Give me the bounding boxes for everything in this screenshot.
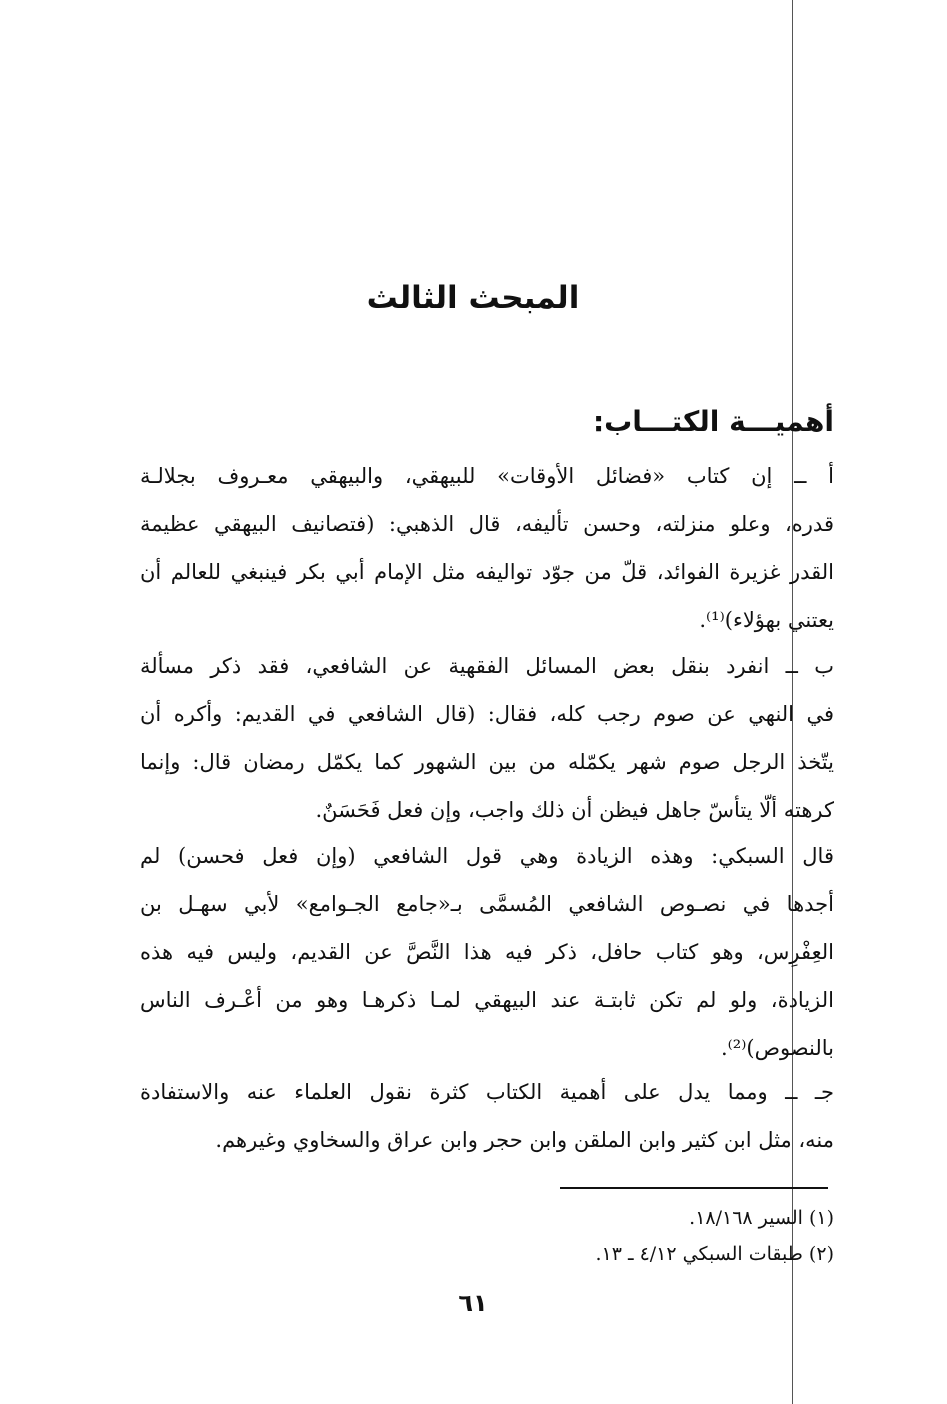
- paragraph-alif: [140, 452, 834, 644]
- text-line: العِفْرِس، وهو كتاب حافل، ذكر فيه هذا النَّصَّ عن القديم، وليس فيه هذه: [140, 940, 834, 964]
- page-number: ٦١: [458, 1289, 488, 1317]
- text-line: القدر غزيرة الفوائد، قلّ من جوّد تواليفه مثل الإمام أبي بكر فينبغي للعالم أن: [140, 560, 834, 584]
- paragraph-ba: [140, 642, 834, 834]
- text-line: يعتني بهؤلاء)⁽¹⁾.: [699, 608, 834, 632]
- text-line: في النهي عن صوم رجب كله، فقال: (قال الشافعي في القديم: وأكره أن: [140, 702, 834, 726]
- text-line: منه، مثل ابن كثير وابن الملقن وابن حجر وابن عراق والسخاوي وغيرهم.: [215, 1128, 834, 1152]
- text-line: بالنصوص)⁽²⁾.: [720, 1036, 834, 1060]
- text-line: كرهته ألّا يتأسّ جاهل فيظن أن ذلك واجب، وإن فعل فَحَسَنٌ.: [315, 798, 834, 822]
- text-line: ب ــ انفرد بنقل بعض المسائل الفقهية عن الشافعي، فقد ذكر مسألة: [140, 654, 834, 678]
- section-heading: أهميـــة الكتـــاب:: [592, 405, 834, 438]
- text-line: يتّخذ الرجل صوم شهر يكمّله من بين الشهور كما يكمّل رمضان قال: وإنما: [140, 750, 834, 774]
- text-line: أجدها في نصـوص الشافعي المُسمَّى بـ«جامع الجـوامع» لأبي سهـل بن: [140, 892, 834, 916]
- paragraph-subki-quote: [140, 832, 834, 1072]
- text-line: أ ــ إن كتاب «فضائل الأوقات» للبيهقي، والبيهقي معـروف بجلالـة: [140, 464, 834, 488]
- footnote: (١) السير ١٨/١٦٨.: [689, 1207, 834, 1229]
- paragraph-jim: [140, 1068, 834, 1164]
- footnote-separator: [560, 1187, 828, 1189]
- footnotes: [400, 1200, 834, 1272]
- text-line: جـ ــ ومما يدل على أهمية الكتاب كثرة نقول العلماء عنه والاستفادة: [140, 1080, 834, 1104]
- text-line: قال السبكي: وهذه الزيادة وهي قول الشافعي (وإن فعل فحسن) لم: [140, 844, 834, 868]
- text-line: قدره، وعلو منزلته، وحسن تأليفه، قال الذهبي: (فتصانيف البيهقي عظيمة: [140, 512, 834, 536]
- chapter-title: المبحث الثالث: [366, 280, 580, 316]
- text-line: الزيادة، ولو لم تكن ثابتـة عند البيهقي لمـا ذكرهـا وهو من أعْـرف الناس: [140, 988, 834, 1012]
- footnote: (٢) طبقات السبكي ٤/١٢ ـ ١٣.: [595, 1243, 834, 1265]
